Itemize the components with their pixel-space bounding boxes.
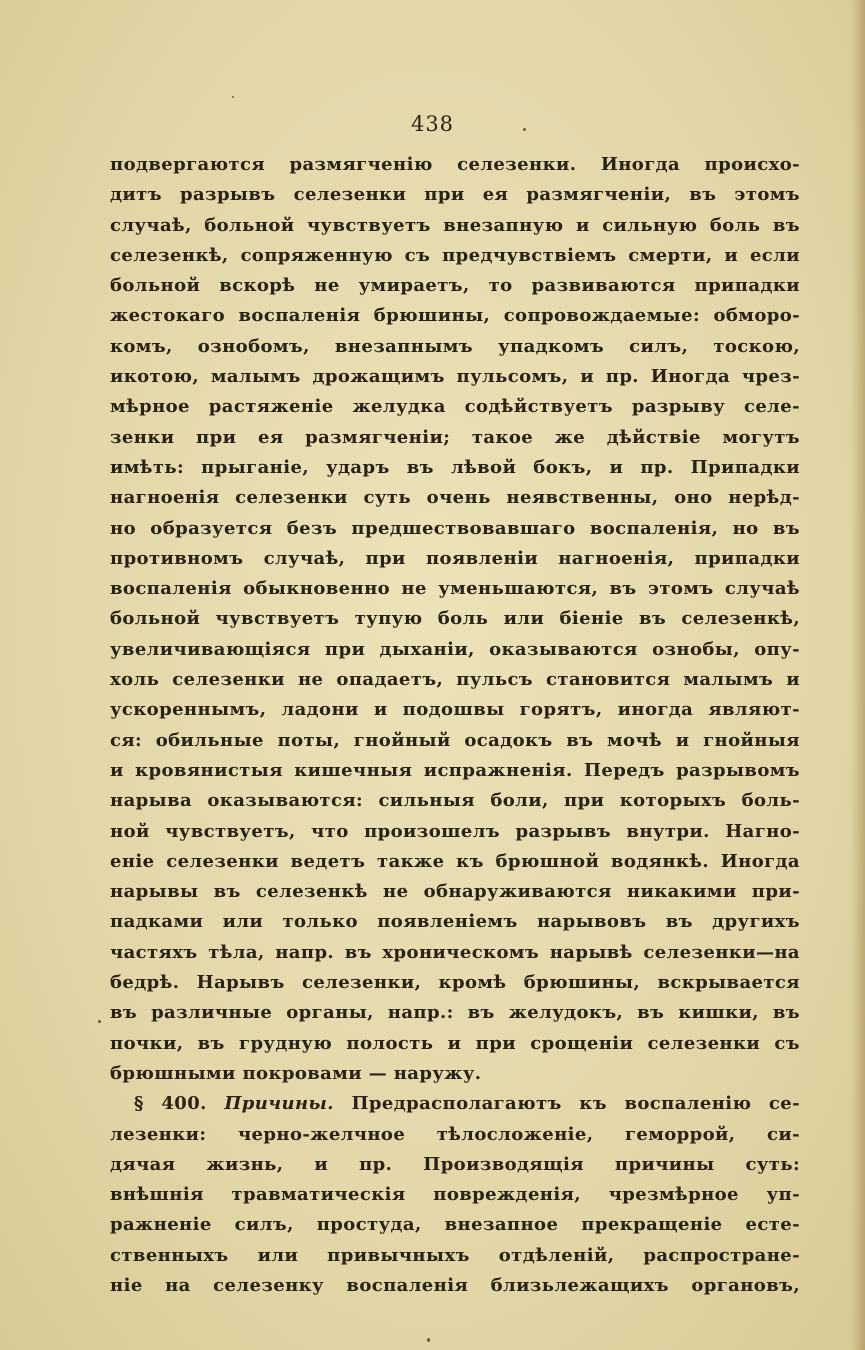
page-edge-shadow — [851, 0, 865, 1350]
text-line: жестокаго воспаленія брюшины, сопровождаемые: обморо- — [110, 305, 800, 327]
text-line: брюшными покровами — наружу. — [110, 1062, 482, 1084]
text-line: и кровянистыя кишечныя испражненія. Передъ разрывомъ — [110, 759, 800, 781]
text-line: больной чувствуетъ тупую боль или біеніе въ селезенкѣ, — [110, 608, 800, 630]
text-line: ственныхъ или привычныхъ отдѣленій, распростране- — [110, 1244, 800, 1266]
text-line: внѣшнія травматическія поврежденія, чрезмѣрное уп- — [110, 1184, 800, 1206]
text-line: въ различные органы, напр.: въ желудокъ, въ кишки, въ — [110, 1002, 800, 1024]
text-line: икотою, малымъ дрожащимъ пульсомъ, и пр. Иногда чрез- — [110, 366, 800, 388]
text-line: зенки при ея размягченіи; такое же дѣйствіе могутъ — [110, 426, 800, 448]
text-line: лезенки: черно-желчное тѣлосложеніе, геморрой, си- — [110, 1123, 800, 1145]
text-line: почки, въ грудную полость и при срощеніи селезенки съ — [110, 1032, 800, 1054]
text-line: комъ, ознобомъ, внезапнымъ упадкомъ силъ, тоскою, — [110, 335, 800, 357]
section-title: Причины. — [224, 1093, 334, 1115]
text-line: воспаленія обыкновенно не уменьшаются, въ этомъ случаѣ — [110, 578, 800, 600]
text-line: ражненіе силъ, простуда, внезапное прекращеніе есте- — [110, 1214, 800, 1236]
text-line: больной вскорѣ не умираетъ, то развиваются припадки — [110, 275, 800, 297]
section-first-line-text: Предрасполагаютъ къ воспаленію се- — [351, 1093, 800, 1115]
section-number: § 400. — [134, 1093, 207, 1115]
page-number: 438 — [410, 112, 455, 136]
text-line: ускореннымъ, ладони и подошвы горятъ, иногда являют- — [110, 699, 800, 721]
text-line: нарыва оказываются: сильныя боли, при которыхъ боль- — [110, 790, 800, 812]
text-line: селезенкѣ, сопряженную съ предчувствіемъ смерти, и если — [110, 244, 800, 266]
text-line: противномъ случаѣ, при появленіи нагноенія, припадки — [110, 547, 800, 569]
text-line: увеличивающіяся при дыханіи, оказываются ознобы, опу- — [110, 638, 800, 660]
paper-speck — [523, 128, 526, 131]
text-line: частяхъ тѣла, напр. въ хроническомъ нарывѣ селезенки—на — [110, 941, 800, 963]
body-text — [110, 150, 800, 1301]
text-line: ся: обильные поты, гнойный осадокъ въ мочѣ и гнойныя — [110, 729, 800, 751]
text-line: случаѣ, больной чувствуетъ внезапную и сильную боль въ — [110, 214, 800, 236]
text-line: дячая жизнь, и пр. Производящія причины суть: — [110, 1153, 800, 1175]
paper-speck — [427, 1338, 430, 1342]
text-line: холь селезенки не опадаетъ, пульсъ становится малымъ и — [110, 669, 800, 691]
paper-speck — [98, 1020, 101, 1023]
text-line: имѣть: прыганіе, ударъ въ лѣвой бокъ, и пр. Припадки — [110, 456, 800, 478]
text-line: нагноенія селезенки суть очень неявственны, оно нерѣд- — [110, 487, 800, 509]
text-line: нарывы въ селезенкѣ не обнаруживаются никакими при- — [110, 881, 800, 903]
text-line: ніе на селезенку воспаленія близьлежащихъ органовъ, — [110, 1274, 800, 1296]
section-heading-line — [110, 1089, 800, 1119]
text-line: мѣрное растяженіе желудка содѣйствуетъ разрыву селе- — [110, 396, 800, 418]
text-line: еніе селезенки ведетъ также къ брюшной водянкѣ. Иногда — [110, 850, 800, 872]
text-line: но образуется безъ предшествовавшаго воспаленія, но въ — [110, 517, 800, 539]
text-line: подвергаются размягченію селезенки. Иногда происхо- — [110, 154, 800, 175]
text-line: дитъ разрывъ селезенки при ея размягченіи, въ этомъ — [110, 184, 800, 206]
text-line: падками или только появленіемъ нарывовъ въ другихъ — [110, 911, 800, 933]
paper-speck — [232, 96, 234, 98]
text-line: ной чувствуетъ, что произошелъ разрывъ внутри. Нагно- — [110, 820, 800, 842]
text-line: бедрѣ. Нарывъ селезенки, кромѣ брюшины, вскрывается — [110, 972, 800, 994]
